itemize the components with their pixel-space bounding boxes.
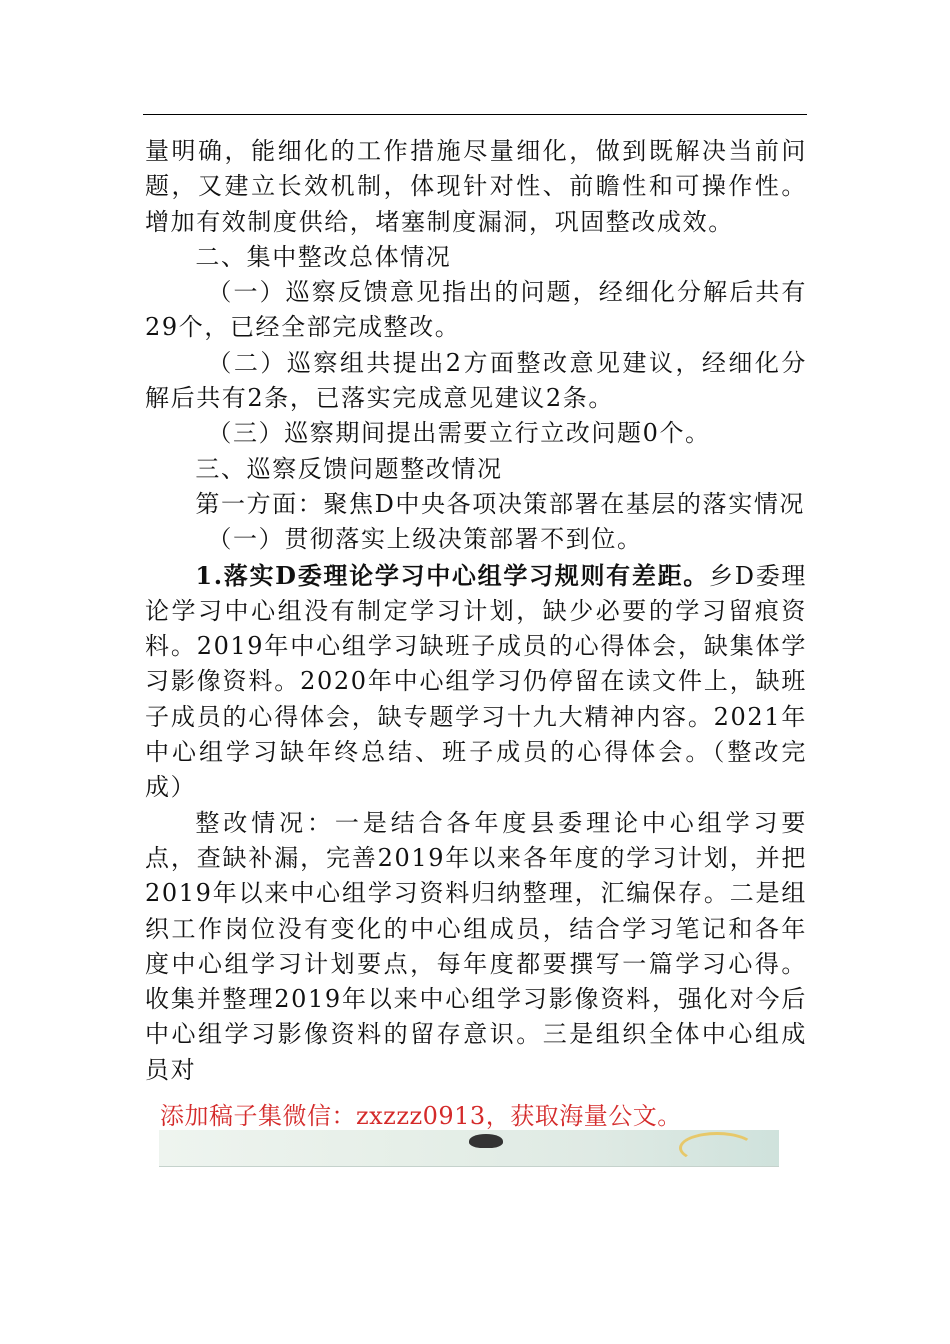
paragraph-item-2: （二）巡察组共提出2方面整改意见建议，经细化分解后共有2条，已落实完成意见建议2条。 bbox=[145, 348, 807, 413]
problem-item-1 bbox=[145, 558, 807, 806]
decorative-banner bbox=[159, 1130, 779, 1167]
section-heading-3: 三、巡察反馈问题整改情况 bbox=[195, 454, 503, 483]
section-heading-2: 二、集中整改总体情况 bbox=[195, 242, 452, 271]
rectification-paragraph: 整改情况：一是结合各年度县委理论中心组学习要点，查缺补漏，完善2019年以来各年度的学习计划，并把2019年以来中心组学习资料归纳整理，汇编保存。二是组织工作岗位没有变化的中心组成员，结合学习笔记和各年度中心组学习计划要点，每年度都要撰写一篇学习心得。收集并整理2019年以来中心组学习影像资料，强化对今后中心组学习影像资料的留存意识。三是组织全体中心组成员对 bbox=[145, 808, 807, 1084]
swirl-icon bbox=[679, 1132, 755, 1164]
problem-item-1-body: 乡D委理论学习中心组没有制定学习计划，缺少必要的学习留痕资料。2019年中心组学习缺班子成员的心得体会，缺集体学习影像资料。2020年中心组学习仍停留在读文件上，缺班子成员的心得体会，缺专题学习十九大精神内容。2021年中心组学习缺年终总结、班子成员的心得体会。（整改完成） bbox=[145, 561, 807, 802]
header-rule bbox=[143, 114, 807, 115]
paragraph-item-3: （三）巡察期间提出需要立行立改问题0个。 bbox=[207, 419, 711, 448]
paragraph-continued: 量明确，能细化的工作措施尽量细化，做到既解决当前问题，又建立长效机制，体现针对性、前瞻性和可操作性。增加有效制度供给，堵塞制度漏洞，巩固整改成效。 bbox=[145, 137, 807, 236]
bird-icon bbox=[469, 1134, 503, 1148]
watermark-text: 添加稿子集微信：zxzzz0913，获取海量公文。 bbox=[160, 1102, 682, 1130]
aspect-heading-1: 第一方面：聚焦D中央各项决策部署在基层的落实情况 bbox=[195, 489, 806, 518]
subsection-heading-1: （一）贯彻落实上级决策部署不到位。 bbox=[207, 525, 643, 554]
document-body bbox=[145, 134, 807, 1088]
paragraph-item-1: （一）巡察反馈意见指出的问题，经细化分解后共有29个，已经全部完成整改。 bbox=[145, 278, 807, 342]
problem-item-1-title: 1.落实D委理论学习中心组学习规则有差距。 bbox=[195, 560, 710, 590]
